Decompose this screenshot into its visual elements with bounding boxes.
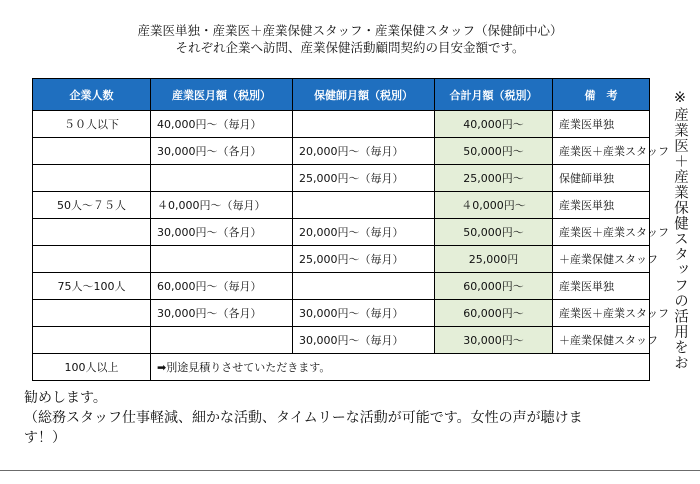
side-note: ※産業医＋産業保健スタッフの活用をお xyxy=(672,90,688,371)
remark-cell: ＋産業保健スタッフ xyxy=(553,246,650,273)
total-fee-cell: 40,000円～ xyxy=(435,111,553,138)
total-fee-cell: 50,000円～ xyxy=(435,138,553,165)
closing-text xyxy=(24,388,674,448)
company-size-cell xyxy=(33,246,151,273)
header-remarks: 備 考 xyxy=(553,79,650,111)
nurse-fee-cell: 20,000円～（毎月） xyxy=(293,138,435,165)
nurse-fee-cell xyxy=(293,192,435,219)
total-fee-cell: 25,000円～ xyxy=(435,165,553,192)
remark-cell: 産業医単独 xyxy=(553,192,650,219)
physician-fee-cell xyxy=(151,246,293,273)
remark-cell: 産業医単独 xyxy=(553,111,650,138)
company-size-cell xyxy=(33,219,151,246)
table-row xyxy=(33,300,650,327)
table-row xyxy=(33,192,650,219)
company-size-cell: 50人～７５人 xyxy=(33,192,151,219)
total-fee-cell: 60,000円～ xyxy=(435,273,553,300)
nurse-fee-cell xyxy=(293,111,435,138)
table-row xyxy=(33,165,650,192)
physician-fee-cell: ４0,000円～（毎月） xyxy=(151,192,293,219)
physician-fee-cell: 30,000円～（各月） xyxy=(151,219,293,246)
nurse-fee-cell: 25,000円～（毎月） xyxy=(293,165,435,192)
table-row xyxy=(33,273,650,300)
physician-fee-cell xyxy=(151,327,293,354)
fee-table xyxy=(32,78,669,381)
header-physician-fee: 産業医月額（税別） xyxy=(151,79,293,111)
header-nurse-fee: 保健師月額（税別） xyxy=(293,79,435,111)
physician-fee-cell: 30,000円～（各月） xyxy=(151,138,293,165)
nurse-fee-cell: 30,000円～（毎月） xyxy=(293,300,435,327)
physician-fee-cell: 30,000円～（各月） xyxy=(151,300,293,327)
header-row xyxy=(33,79,650,111)
company-size-cell: ５０人以下 xyxy=(33,111,151,138)
total-fee-cell: 30,000円～ xyxy=(435,327,553,354)
header-total-fee: 合計月額（税別） xyxy=(435,79,553,111)
table-row xyxy=(33,354,650,381)
total-fee-cell: 50,000円～ xyxy=(435,219,553,246)
remark-cell: 保健師単独 xyxy=(553,165,650,192)
total-fee-cell: 25,000円 xyxy=(435,246,553,273)
nurse-fee-cell: 30,000円～（毎月） xyxy=(293,327,435,354)
nurse-fee-cell xyxy=(293,273,435,300)
closing-line-1: 勧めします。 xyxy=(24,390,107,406)
header-company-size: 企業人数 xyxy=(33,79,151,111)
nurse-fee-cell: 20,000円～（毎月） xyxy=(293,219,435,246)
separate-quote-note: ➡別途見積りさせていただきます。 xyxy=(151,354,650,381)
total-fee-cell: 60,000円～ xyxy=(435,300,553,327)
company-size-cell xyxy=(33,327,151,354)
remark-cell: 産業医＋産業スタッフ xyxy=(553,138,650,165)
intro-line-1: 産業医単独・産業医＋産業保健スタッフ・産業保健スタッフ（保健師中心） xyxy=(137,23,563,38)
intro-line-2: それぞれ企業へ訪問、産業保健活動顧問契約の目安金額です。 xyxy=(175,40,525,55)
bottom-divider xyxy=(0,470,700,471)
remark-cell: 産業医＋産業スタッフ xyxy=(553,219,650,246)
total-fee-cell: ４0,000円～ xyxy=(435,192,553,219)
company-size-cell xyxy=(33,165,151,192)
remark-cell: 産業医＋産業スタッフ xyxy=(553,300,650,327)
company-size-cell: 100人以上 xyxy=(33,354,151,381)
fee-table-header xyxy=(33,79,650,111)
company-size-cell xyxy=(33,138,151,165)
company-size-cell xyxy=(33,300,151,327)
closing-line-3: す！） xyxy=(24,430,66,446)
table-row xyxy=(33,246,650,273)
company-size-cell: 75人～100人 xyxy=(33,273,151,300)
table-row xyxy=(33,111,650,138)
physician-fee-cell xyxy=(151,165,293,192)
intro-text xyxy=(0,22,700,56)
remark-cell: ＋産業保健スタッフ xyxy=(553,327,650,354)
table-row xyxy=(33,219,650,246)
physician-fee-cell: 60,000円～（毎月） xyxy=(151,273,293,300)
nurse-fee-cell: 25,000円～（毎月） xyxy=(293,246,435,273)
remark-cell: 産業医単独 xyxy=(553,273,650,300)
closing-line-2: （総務スタッフ仕事軽減、細かな活動、タイムリーな活動が可能です。女性の声が聴けま xyxy=(24,410,583,426)
table-row xyxy=(33,327,650,354)
table-row xyxy=(33,138,650,165)
physician-fee-cell: 40,000円～（毎月） xyxy=(151,111,293,138)
